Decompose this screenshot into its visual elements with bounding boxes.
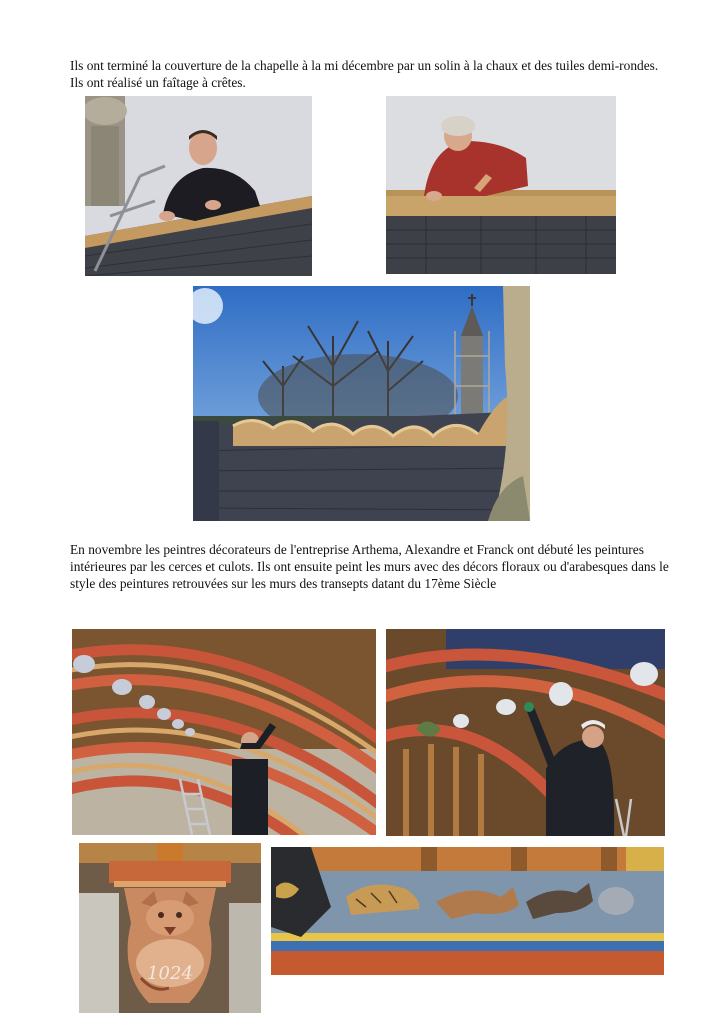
- photo-painter-reaching: [386, 629, 665, 836]
- paragraph-roof: Ils ont terminé la couverture de la chapelle à la mi décembre par un solin à la chaux et des tuiles demi-rondes. Ils ont réalisé un faîtage à crêtes.: [70, 58, 659, 90]
- photo-carved-culot-fox: [79, 843, 261, 1013]
- photo-roof-crest-ridge: [193, 286, 530, 521]
- photo-painter-rafters-ladder: [72, 629, 376, 835]
- photo-painted-frieze-animals: [271, 847, 664, 975]
- culot-number: 1024: [147, 963, 193, 984]
- photo-roofer-red-shirt: [386, 96, 616, 274]
- photo-roofer-dark-jacket: [85, 96, 312, 276]
- paragraph-painters: En novembre les peintres décorateurs de l'entreprise Arthema, Alexandre et Franck ont débuté les peintures intérieures par les cerces et culots. Ils ont ensuite peint les murs avec des décors floraux ou d'arabesques dans le style des peintures retrouvées sur les murs des transepts datant du 17ème Siècle: [70, 542, 669, 591]
